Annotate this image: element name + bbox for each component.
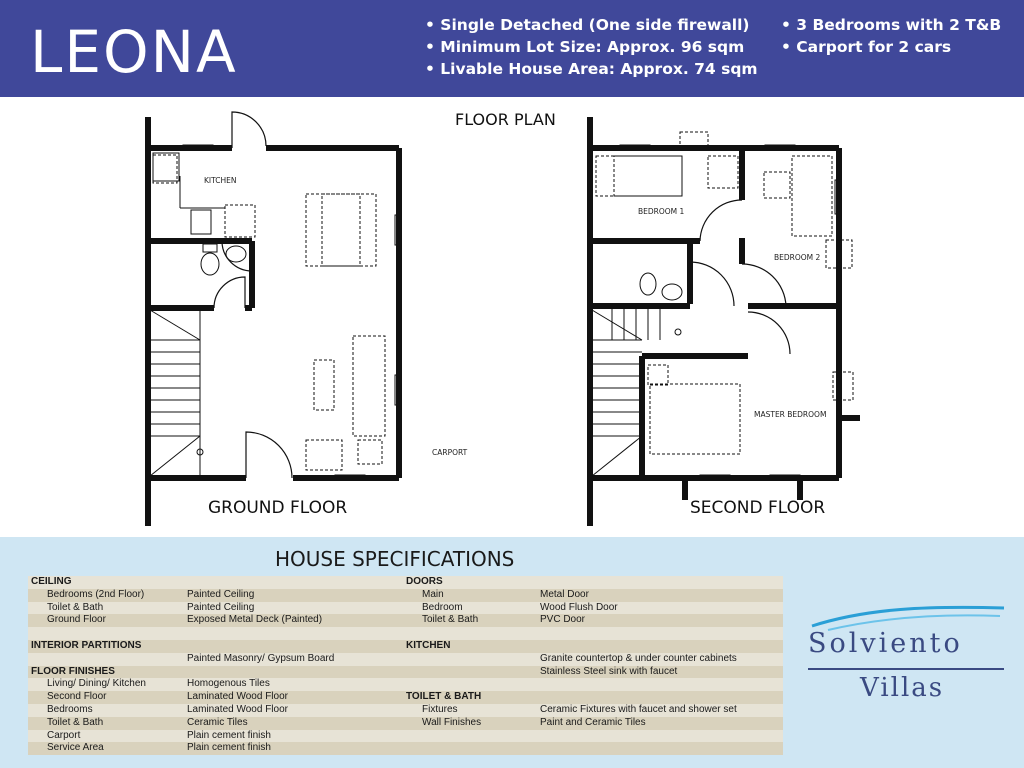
- spec-cell: Toilet & Bath: [422, 614, 479, 626]
- spec-cell: Ceramic Fixtures with faucet and shower set: [540, 703, 737, 715]
- spec-cell: FLOOR FINISHES: [31, 665, 115, 677]
- room-label-bedroom2: BEDROOM 2: [774, 253, 821, 262]
- spec-cell: Bedrooms (2nd Floor): [47, 588, 145, 600]
- spec-cell: Ceramic Tiles: [187, 716, 248, 728]
- spec-cell: Painted Ceiling: [187, 588, 255, 600]
- spec-cell: CEILING: [31, 576, 72, 587]
- spec-row: [28, 717, 783, 730]
- feature-item: • Minimum Lot Size: Approx. 96 sqm: [425, 38, 745, 56]
- feature-item: • 3 Bedrooms with 2 T&B: [781, 16, 1002, 34]
- feature-item: • Single Detached (One side firewall): [425, 16, 750, 34]
- spec-cell: TOILET & BATH: [406, 691, 482, 703]
- spec-cell: Ground Floor: [47, 614, 106, 626]
- spec-cell: Metal Door: [540, 588, 589, 600]
- spec-row: [28, 730, 783, 743]
- spec-cell: Bedrooms: [47, 703, 93, 715]
- ground-floor-label: GROUND FLOOR: [208, 498, 348, 518]
- spec-row: [28, 742, 783, 755]
- spec-cell: Main: [422, 588, 444, 600]
- spec-cell: Plain cement finish: [187, 742, 271, 754]
- spec-cell: INTERIOR PARTITIONS: [31, 639, 142, 651]
- spec-cell: Fixtures: [422, 703, 458, 715]
- spec-cell: Wood Flush Door: [540, 601, 618, 613]
- spec-row: [28, 691, 783, 704]
- spec-cell: Wall Finishes: [422, 716, 482, 728]
- spec-cell: Painted Masonry/ Gypsum Board: [187, 652, 335, 664]
- spec-cell: Toilet & Bath: [47, 716, 104, 728]
- spec-row: [28, 640, 783, 653]
- spec-cell: KITCHEN: [406, 639, 451, 651]
- room-label-kitchen: KITCHEN: [204, 176, 237, 185]
- floor-plan-title: FLOOR PLAN: [455, 110, 556, 129]
- room-label-carport: CARPORT: [432, 448, 468, 457]
- model-name: LEONA: [30, 18, 238, 86]
- feature-item: • Livable House Area: Approx. 74 sqm: [425, 60, 758, 78]
- spec-cell: Plain cement finish: [187, 729, 271, 741]
- spec-row: [28, 666, 783, 679]
- specs-title: HOUSE SPECIFICATIONS: [275, 547, 515, 571]
- spec-cell: Homogenous Tiles: [187, 678, 270, 690]
- spec-row: [28, 576, 783, 589]
- second-floor-walls: [590, 117, 860, 526]
- spec-row: [28, 653, 783, 666]
- header-banner: [0, 0, 1024, 97]
- spec-cell: Exposed Metal Deck (Painted): [187, 614, 323, 626]
- spec-cell: Granite countertop & under counter cabinets: [540, 652, 737, 664]
- second-floor-label: SECOND FLOOR: [690, 498, 826, 518]
- spec-cell: Second Floor: [47, 691, 107, 703]
- feature-item: • Carport for 2 cars: [781, 38, 952, 56]
- spec-row: [28, 602, 783, 615]
- spec-row: [28, 614, 783, 627]
- spec-cell: Service Area: [47, 742, 104, 754]
- brand-subtitle: Villas: [860, 673, 945, 703]
- spec-cell: Painted Ceiling: [187, 601, 255, 613]
- spec-cell: Laminated Wood Floor: [187, 703, 288, 715]
- spec-cell: PVC Door: [540, 614, 586, 626]
- specs-table: [28, 576, 783, 755]
- spec-row: [28, 678, 783, 691]
- spec-row: [28, 627, 783, 640]
- brand-divider: [808, 668, 1004, 670]
- spec-cell: Stainless Steel sink with faucet: [540, 665, 678, 677]
- room-label-master-bedroom: MASTER BEDROOM: [754, 410, 827, 419]
- ground-floor-walls: [148, 117, 399, 526]
- spec-cell: Living/ Dining/ Kitchen: [47, 678, 146, 690]
- spec-cell: DOORS: [406, 576, 443, 587]
- spec-cell: Paint and Ceramic Tiles: [540, 716, 646, 728]
- spec-cell: Toilet & Bath: [47, 601, 104, 613]
- spec-row: [28, 704, 783, 717]
- spec-cell: Carport: [47, 729, 81, 741]
- spec-cell: Laminated Wood Floor: [187, 691, 288, 703]
- brand-name: Solviento: [808, 628, 963, 659]
- floor-plan-drawing: [0, 97, 1024, 537]
- spec-cell: Bedroom: [422, 601, 463, 613]
- room-label-bedroom1: BEDROOM 1: [638, 207, 685, 216]
- spec-row: [28, 589, 783, 602]
